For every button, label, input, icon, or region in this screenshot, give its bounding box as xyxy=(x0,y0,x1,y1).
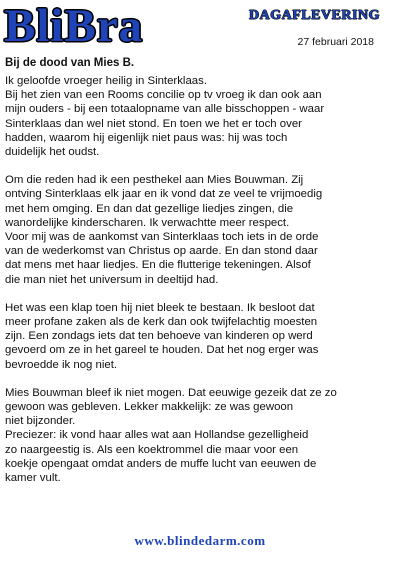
text-line: Ik geloofde vroeger heilig in Sinterklaas. xyxy=(5,75,207,87)
text-line: Mies Bouwman bleef ik niet mogen. Dat eeuwige gezeik dat ze zo xyxy=(5,386,337,399)
text-line: zo naargeestig is. Als een koektrommel die maar voor een xyxy=(5,443,299,456)
text-line: die man niet het universum in deeltijd had. xyxy=(5,273,219,286)
paragraph-3 xyxy=(5,301,397,372)
paragraph-4 xyxy=(5,386,397,485)
text-line: ontving Sinterklaas elk jaar en ik vond dat ze veel te vrijmoedig xyxy=(5,188,323,201)
text-line: meer profane zaken als de kerk dan ook twijfelachtig moesten xyxy=(5,316,318,329)
text-line: dat mens met haar liedjes. En die flutterige tekeningen. Alsof xyxy=(5,259,311,272)
text-line: van de wederkomst van Christus op aarde. En dan stond daar xyxy=(5,245,318,258)
text-line: met hem omging. En dan dat gezellige liedjes zingen, die xyxy=(5,202,294,215)
masthead-logo: BliBra xyxy=(4,0,144,52)
text-line: Het was een klap toen hij niet bleek te bestaan. Ik besloot dat xyxy=(5,301,315,314)
text-line: Om die reden had ik een pesthekel aan Mies Bouwman. Zij xyxy=(5,174,304,187)
text-line: Voor mij was de aankomst van Sinterklaas toch iets in de orde xyxy=(5,231,319,244)
text-line: wanordelijke kinderscharen. Ik verwachtte meer respect. xyxy=(5,216,290,229)
text-line: hadden, waarom hij eigenlijk niet paus was: hij was toch xyxy=(5,131,288,144)
text-line: koekje opengaat omdat anders de muffe lucht van eeuwen de xyxy=(5,457,317,470)
text-line: gewoon was gebleven. Lekker makkelijk: ze was gewoon xyxy=(5,401,294,414)
text-line: kamer vult. xyxy=(5,472,61,485)
text-line: gevoerd om ze in het gareel te houden. Dat het nog erger was xyxy=(5,344,319,357)
text-line: Sinterklaas dan wel niet stond. En toen we het er toch over xyxy=(5,117,302,130)
publication-date: 27 februari 2018 xyxy=(297,36,374,48)
text-line: bevroedde ik nog niet. xyxy=(5,358,118,371)
article-title: Bij de dood van Mies B. xyxy=(5,57,135,69)
article-body xyxy=(5,74,397,499)
website-link[interactable]: www.blindedarm.com xyxy=(134,533,266,548)
text-line: niet bijzonder. xyxy=(5,415,76,428)
section-label: DAGAFLEVERING xyxy=(249,8,380,23)
text-line: Bij het zien van een Rooms concilie op tv vroeg ik dan ook aan xyxy=(5,89,322,102)
text-line: zijn. Een zondags iets dat ten behoeve van kinderen op werd xyxy=(5,330,313,343)
paragraph-2 xyxy=(5,173,397,287)
text-line: Preciezer: ik vond haar alles wat aan Hollandse gezelligheid xyxy=(5,429,309,442)
text-line: duidelijk het oudst. xyxy=(5,146,100,159)
paragraph-1 xyxy=(5,74,397,159)
text-line: mijn ouders - bij een totaalopname van alle bisschoppen - waar xyxy=(5,103,325,116)
